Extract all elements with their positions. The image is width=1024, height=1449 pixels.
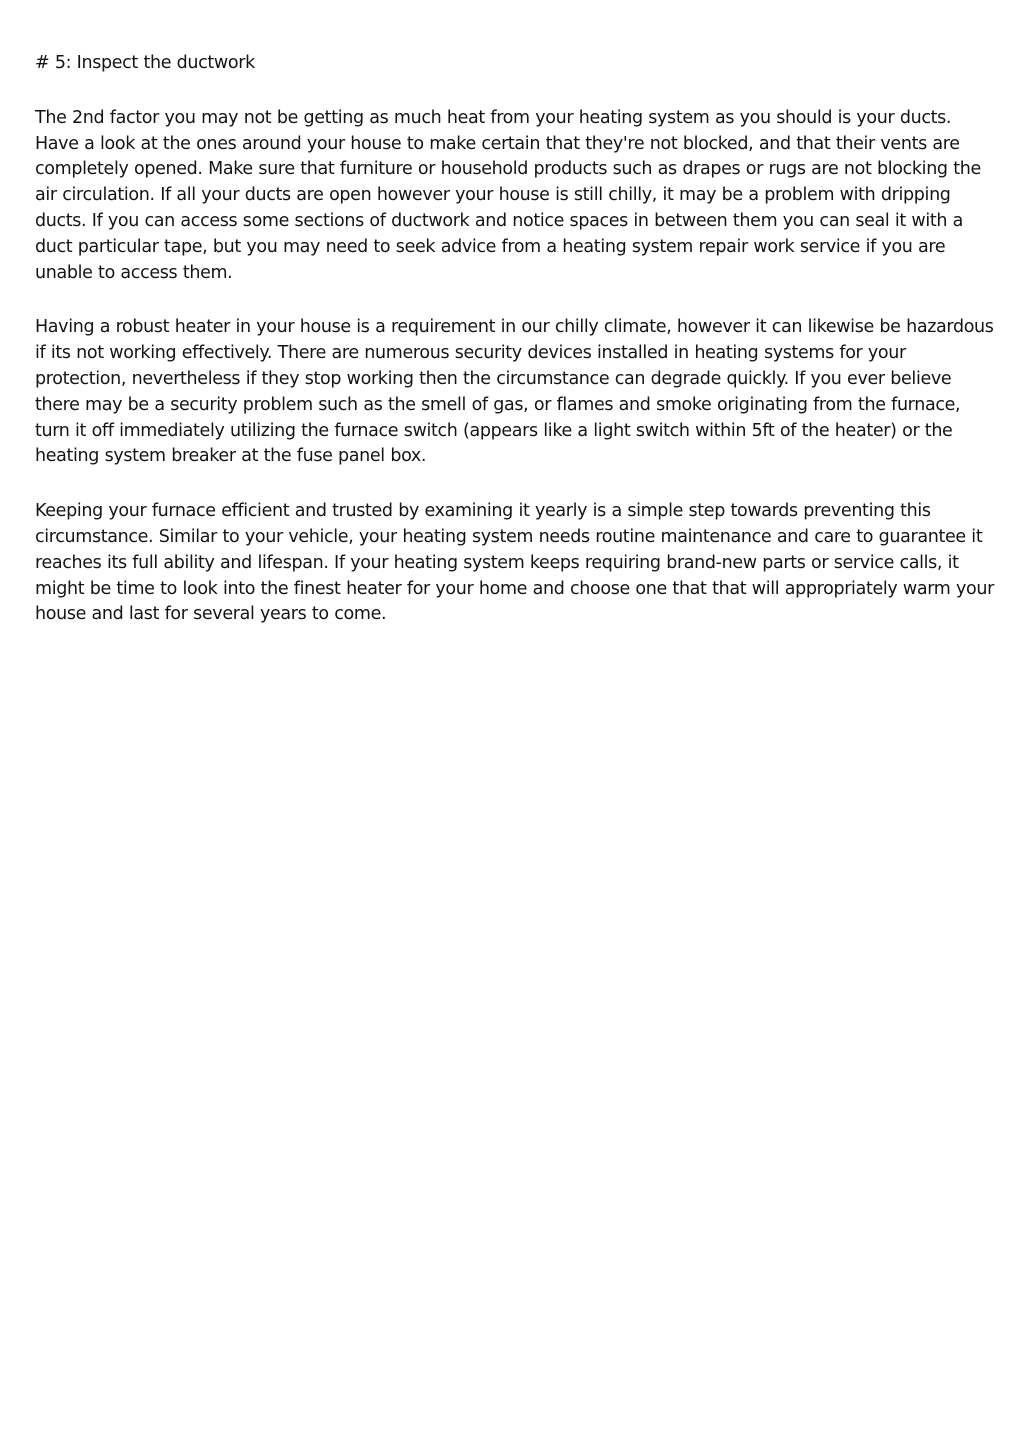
paragraph-maintenance: Keeping your furnace efficient and trusted by examining it yearly is a simple step towards preventing this circumstance. Similar to your vehicle, your heating system needs routine maintenance and care to guarantee it reaches its full ability and lifespan. If your heating system keeps requiring brand-new parts or service calls, it might be time to look into the finest heater for your home and choose one that that will appropriately warm your house and last for several years to come.: [35, 501, 994, 625]
section-heading: # 5: Inspect the ductwork: [35, 53, 255, 73]
paragraph-ductwork: The 2nd factor you may not be getting as much heat from your heating system as you should is your ducts. Have a look at the ones around your house to make certain that they're not blocked, and that their vents are completely opened. Make sure that furniture or household products such as drapes or rugs are not blocking the air circulation. If all your ducts are open however your house is still chilly, it may be a problem with dripping ducts. If you can access some sections of ductwork and notice spaces in between them you can seal it with a duct particular tape, but you may need to seek advice from a heating system repair work service if you are unable to access them.: [35, 107, 981, 283]
paragraph-safety: Having a robust heater in your house is a requirement in our chilly climate, however it can likewise be hazardous if its not working effectively. There are numerous security devices installed in heating systems for your protection, nevertheless if they stop working then the circumstance can degrade quickly. If you ever believe there may be a security problem such as the smell of gas, or flames and smoke originating from the furnace, turn it off immediately utilizing the furnace switch (appears like a light switch within 5ft of the heater) or the heating system breaker at the fuse panel box.: [35, 317, 994, 467]
document-page: [35, 51, 995, 657]
